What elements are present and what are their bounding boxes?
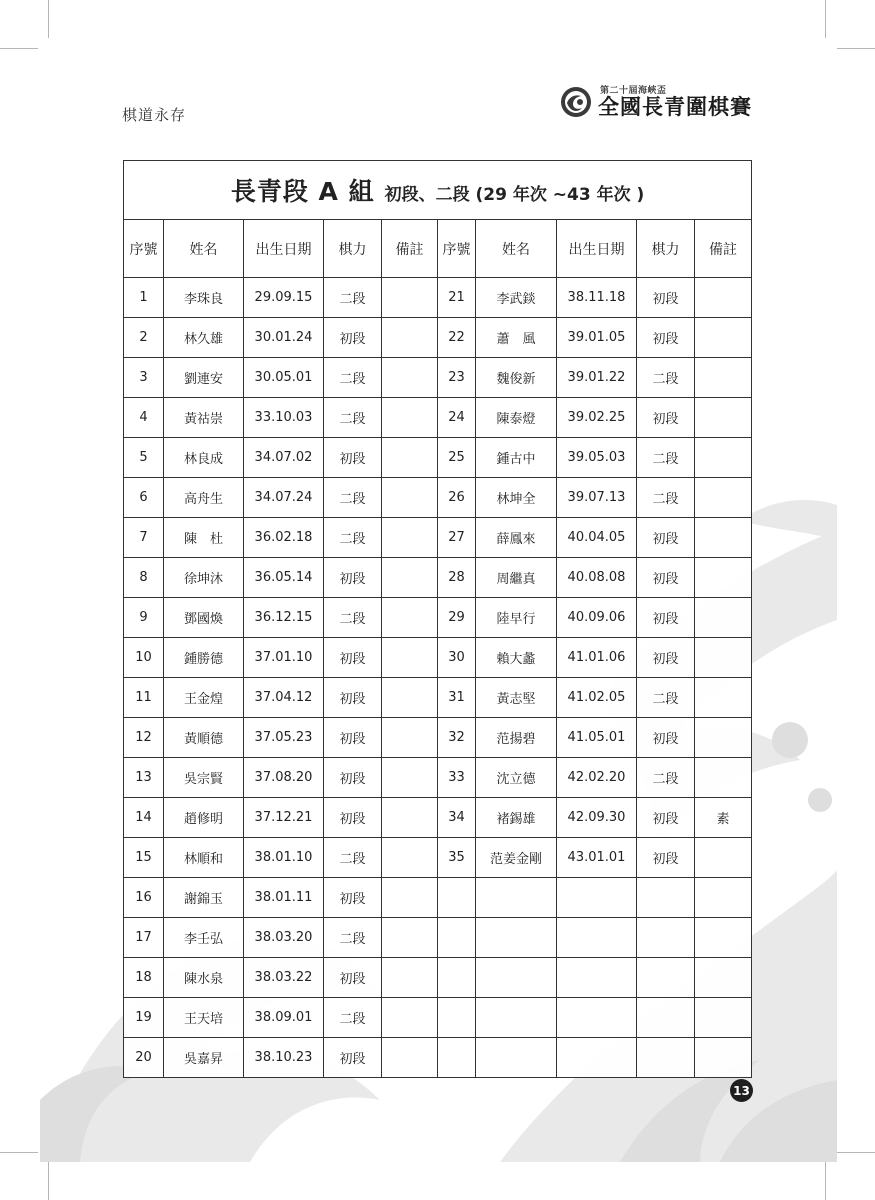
cell-seq: 11 <box>124 678 164 718</box>
cell-name: 謝錦玉 <box>164 878 244 918</box>
cell-seq: 13 <box>124 758 164 798</box>
cell-rank: 二段 <box>637 678 695 718</box>
cell-rank: 初段 <box>637 518 695 558</box>
cell-rank: 初段 <box>637 318 695 358</box>
cell-birthdate <box>557 1038 637 1078</box>
cell-birthdate: 36.02.18 <box>244 518 324 558</box>
logo-title: 全國長青圍棋賽 <box>598 94 752 119</box>
cell-rank: 初段 <box>324 678 382 718</box>
cell-remarks <box>382 918 438 958</box>
cell-birthdate: 38.09.01 <box>244 998 324 1038</box>
cell-remarks <box>695 958 752 998</box>
table-row <box>124 478 752 518</box>
cell-birthdate: 36.05.14 <box>244 558 324 598</box>
cell-birthdate: 37.05.23 <box>244 718 324 758</box>
cell-birthdate: 37.08.20 <box>244 758 324 798</box>
cell-rank <box>637 998 695 1038</box>
column-header-seq: 序號 <box>124 220 164 278</box>
cell-name: 沈立德 <box>476 758 557 798</box>
cell-rank: 初段 <box>637 398 695 438</box>
cell-seq: 19 <box>124 998 164 1038</box>
cell-name <box>476 918 557 958</box>
table-row <box>124 558 752 598</box>
column-header-birthdate: 出生日期 <box>244 220 324 278</box>
cell-name: 薛鳳來 <box>476 518 557 558</box>
cell-remarks <box>695 998 752 1038</box>
go-stone-logo-icon <box>560 86 592 118</box>
cell-remarks <box>382 718 438 758</box>
cell-rank: 二段 <box>324 918 382 958</box>
cell-birthdate: 38.10.23 <box>244 1038 324 1078</box>
cell-name: 林坤全 <box>476 478 557 518</box>
cell-remarks <box>695 638 752 678</box>
cell-seq: 21 <box>438 278 476 318</box>
table-row <box>124 278 752 318</box>
cell-seq: 31 <box>438 678 476 718</box>
table-row <box>124 798 752 838</box>
cell-rank: 二段 <box>324 278 382 318</box>
table-row <box>124 518 752 558</box>
cell-birthdate: 40.04.05 <box>557 518 637 558</box>
cell-birthdate: 38.03.22 <box>244 958 324 998</box>
cell-seq: 17 <box>124 918 164 958</box>
cell-remarks <box>382 478 438 518</box>
cell-name: 褚錫雄 <box>476 798 557 838</box>
cell-birthdate: 34.07.02 <box>244 438 324 478</box>
cell-remarks <box>695 318 752 358</box>
cell-name: 吳宗賢 <box>164 758 244 798</box>
cell-birthdate: 39.02.25 <box>557 398 637 438</box>
cell-rank: 初段 <box>637 598 695 638</box>
cell-birthdate: 40.08.08 <box>557 558 637 598</box>
cell-remarks <box>382 1038 438 1078</box>
column-header-name: 姓名 <box>476 220 557 278</box>
cell-name: 黃志堅 <box>476 678 557 718</box>
cell-remarks <box>382 358 438 398</box>
cell-name <box>476 958 557 998</box>
cell-name: 賴大蠡 <box>476 638 557 678</box>
table-row <box>124 318 752 358</box>
cell-name: 魏俊新 <box>476 358 557 398</box>
table-header-row <box>124 220 752 278</box>
cell-name: 陳水泉 <box>164 958 244 998</box>
cell-name: 李珠良 <box>164 278 244 318</box>
cell-seq: 16 <box>124 878 164 918</box>
cell-name: 蕭 風 <box>476 318 557 358</box>
cell-birthdate: 42.02.20 <box>557 758 637 798</box>
cell-rank: 初段 <box>324 558 382 598</box>
cell-name: 王天培 <box>164 998 244 1038</box>
cell-birthdate: 41.02.05 <box>557 678 637 718</box>
cell-birthdate: 38.01.11 <box>244 878 324 918</box>
cell-birthdate: 37.04.12 <box>244 678 324 718</box>
cell-rank: 初段 <box>324 1038 382 1078</box>
cell-rank: 初段 <box>637 838 695 878</box>
cell-birthdate: 38.03.20 <box>244 918 324 958</box>
cell-remarks <box>695 678 752 718</box>
cell-name <box>476 878 557 918</box>
table-row <box>124 638 752 678</box>
cell-rank: 二段 <box>637 438 695 478</box>
cell-seq: 14 <box>124 798 164 838</box>
cell-rank: 二段 <box>637 478 695 518</box>
cell-seq: 35 <box>438 838 476 878</box>
cell-seq <box>438 918 476 958</box>
cell-birthdate: 39.05.03 <box>557 438 637 478</box>
cell-rank: 初段 <box>324 438 382 478</box>
table-row <box>124 998 752 1038</box>
cell-seq: 27 <box>438 518 476 558</box>
table-row <box>124 718 752 758</box>
cell-rank: 初段 <box>324 758 382 798</box>
cell-seq: 32 <box>438 718 476 758</box>
cell-name: 劉連安 <box>164 358 244 398</box>
cell-remarks <box>695 718 752 758</box>
cell-name <box>476 998 557 1038</box>
cell-remarks <box>382 998 438 1038</box>
cell-rank: 初段 <box>324 718 382 758</box>
table-row <box>124 358 752 398</box>
column-header-name: 姓名 <box>164 220 244 278</box>
table-row <box>124 958 752 998</box>
cell-seq: 23 <box>438 358 476 398</box>
cell-name: 李武錟 <box>476 278 557 318</box>
table-row <box>124 758 752 798</box>
cell-seq: 34 <box>438 798 476 838</box>
cell-rank: 二段 <box>324 598 382 638</box>
cell-birthdate: 33.10.03 <box>244 398 324 438</box>
cell-rank: 二段 <box>324 478 382 518</box>
cell-name: 范揚碧 <box>476 718 557 758</box>
cell-seq: 12 <box>124 718 164 758</box>
cell-rank: 二段 <box>637 758 695 798</box>
cell-birthdate <box>557 958 637 998</box>
cell-rank <box>637 958 695 998</box>
cell-rank: 初段 <box>637 718 695 758</box>
table-row <box>124 1038 752 1078</box>
cell-remarks <box>382 958 438 998</box>
cell-remarks <box>382 838 438 878</box>
cell-name <box>476 1038 557 1078</box>
cell-remarks: 素 <box>695 798 752 838</box>
cell-seq: 33 <box>438 758 476 798</box>
cell-remarks <box>382 438 438 478</box>
cell-remarks <box>695 918 752 958</box>
cell-remarks <box>382 678 438 718</box>
cell-birthdate: 37.01.10 <box>244 638 324 678</box>
cell-remarks <box>695 598 752 638</box>
cell-birthdate: 39.01.22 <box>557 358 637 398</box>
cell-seq <box>438 958 476 998</box>
column-header-rank: 棋力 <box>324 220 382 278</box>
cell-seq: 5 <box>124 438 164 478</box>
table-row <box>124 678 752 718</box>
column-header-birthdate: 出生日期 <box>557 220 637 278</box>
cell-name: 周繼真 <box>476 558 557 598</box>
cell-seq: 10 <box>124 638 164 678</box>
cell-name: 徐坤沐 <box>164 558 244 598</box>
table-row <box>124 838 752 878</box>
cell-seq: 4 <box>124 398 164 438</box>
cell-remarks <box>382 278 438 318</box>
cell-name: 鍾勝德 <box>164 638 244 678</box>
cell-remarks <box>695 558 752 598</box>
cell-rank: 初段 <box>324 318 382 358</box>
group-title: 長青段 A 組 <box>230 177 375 206</box>
cell-seq: 24 <box>438 398 476 438</box>
cell-rank: 初段 <box>324 638 382 678</box>
column-header-seq: 序號 <box>438 220 476 278</box>
cell-birthdate <box>557 918 637 958</box>
cell-seq: 30 <box>438 638 476 678</box>
cell-remarks <box>382 798 438 838</box>
cell-seq: 26 <box>438 478 476 518</box>
table-row <box>124 398 752 438</box>
cell-name: 吳嘉昇 <box>164 1038 244 1078</box>
cell-rank: 初段 <box>637 638 695 678</box>
cell-remarks <box>695 278 752 318</box>
cell-name: 王金煌 <box>164 678 244 718</box>
cell-remarks <box>695 478 752 518</box>
cell-rank: 初段 <box>637 278 695 318</box>
cell-rank <box>637 1038 695 1078</box>
cell-seq: 6 <box>124 478 164 518</box>
cell-seq: 28 <box>438 558 476 598</box>
cell-seq: 3 <box>124 358 164 398</box>
cell-birthdate: 30.01.24 <box>244 318 324 358</box>
cell-remarks <box>382 598 438 638</box>
cell-rank <box>637 918 695 958</box>
cell-name: 趙修明 <box>164 798 244 838</box>
cell-seq: 15 <box>124 838 164 878</box>
column-header-remarks: 備註 <box>695 220 752 278</box>
cell-remarks <box>382 878 438 918</box>
roster-table <box>123 160 752 1078</box>
cell-rank: 二段 <box>637 358 695 398</box>
cell-seq: 2 <box>124 318 164 358</box>
header-motto: 棋道永存 <box>122 106 187 124</box>
cell-name: 鍾古中 <box>476 438 557 478</box>
cell-rank: 初段 <box>324 878 382 918</box>
table-title <box>124 161 752 220</box>
cell-birthdate <box>557 998 637 1038</box>
cell-name: 黃祜崇 <box>164 398 244 438</box>
cell-birthdate: 30.05.01 <box>244 358 324 398</box>
cell-rank: 初段 <box>637 558 695 598</box>
cell-remarks <box>382 318 438 358</box>
cell-remarks <box>695 518 752 558</box>
event-logo <box>560 86 752 118</box>
cell-seq: 25 <box>438 438 476 478</box>
cell-rank: 二段 <box>324 518 382 558</box>
cell-remarks <box>382 518 438 558</box>
cell-name: 陳泰燈 <box>476 398 557 438</box>
cell-remarks <box>695 1038 752 1078</box>
cell-seq: 7 <box>124 518 164 558</box>
cell-rank: 二段 <box>324 398 382 438</box>
cell-seq: 22 <box>438 318 476 358</box>
cell-name: 林久雄 <box>164 318 244 358</box>
cell-remarks <box>695 398 752 438</box>
cell-name: 林順和 <box>164 838 244 878</box>
page-number: 13 <box>730 1079 753 1102</box>
cell-name: 范姜金剛 <box>476 838 557 878</box>
cell-rank: 二段 <box>324 838 382 878</box>
column-header-rank: 棋力 <box>637 220 695 278</box>
cell-remarks <box>695 838 752 878</box>
cell-birthdate: 37.12.21 <box>244 798 324 838</box>
cell-seq <box>438 1038 476 1078</box>
cell-rank <box>637 878 695 918</box>
cell-birthdate <box>557 878 637 918</box>
cell-rank: 初段 <box>637 798 695 838</box>
cell-remarks <box>382 638 438 678</box>
column-header-remarks: 備註 <box>382 220 438 278</box>
cell-rank: 二段 <box>324 358 382 398</box>
cell-birthdate: 40.09.06 <box>557 598 637 638</box>
table-row <box>124 438 752 478</box>
cell-name: 林良成 <box>164 438 244 478</box>
cell-remarks <box>382 558 438 598</box>
cell-name: 鄧國煥 <box>164 598 244 638</box>
cell-remarks <box>695 438 752 478</box>
cell-seq: 29 <box>438 598 476 638</box>
cell-birthdate: 41.01.06 <box>557 638 637 678</box>
cell-birthdate: 38.11.18 <box>557 278 637 318</box>
cell-birthdate: 36.12.15 <box>244 598 324 638</box>
cell-remarks <box>695 878 752 918</box>
cell-seq: 9 <box>124 598 164 638</box>
cell-birthdate: 41.05.01 <box>557 718 637 758</box>
cell-seq: 1 <box>124 278 164 318</box>
table-title-row <box>124 161 752 220</box>
cell-name: 黃順德 <box>164 718 244 758</box>
cell-birthdate: 43.01.01 <box>557 838 637 878</box>
cell-remarks <box>382 758 438 798</box>
table-row <box>124 918 752 958</box>
cell-birthdate: 29.09.15 <box>244 278 324 318</box>
cell-seq <box>438 878 476 918</box>
cell-rank: 初段 <box>324 798 382 838</box>
group-subtitle: 初段、二段 (29 年次 ~43 年次 ) <box>384 185 645 205</box>
cell-remarks <box>382 398 438 438</box>
cell-name: 李壬弘 <box>164 918 244 958</box>
cell-remarks <box>695 758 752 798</box>
cell-name: 高舟生 <box>164 478 244 518</box>
logo-subtitle: 第二十屆海峽盃 <box>600 85 667 96</box>
cell-seq: 20 <box>124 1038 164 1078</box>
table-row <box>124 878 752 918</box>
cell-seq: 18 <box>124 958 164 998</box>
cell-remarks <box>695 358 752 398</box>
cell-name: 陳 杜 <box>164 518 244 558</box>
cell-rank: 初段 <box>324 958 382 998</box>
cell-birthdate: 39.07.13 <box>557 478 637 518</box>
cell-name: 陸早行 <box>476 598 557 638</box>
cell-birthdate: 42.09.30 <box>557 798 637 838</box>
table-row <box>124 598 752 638</box>
cell-rank: 二段 <box>324 998 382 1038</box>
cell-seq <box>438 998 476 1038</box>
cell-birthdate: 34.07.24 <box>244 478 324 518</box>
cell-birthdate: 39.01.05 <box>557 318 637 358</box>
cell-seq: 8 <box>124 558 164 598</box>
cell-birthdate: 38.01.10 <box>244 838 324 878</box>
